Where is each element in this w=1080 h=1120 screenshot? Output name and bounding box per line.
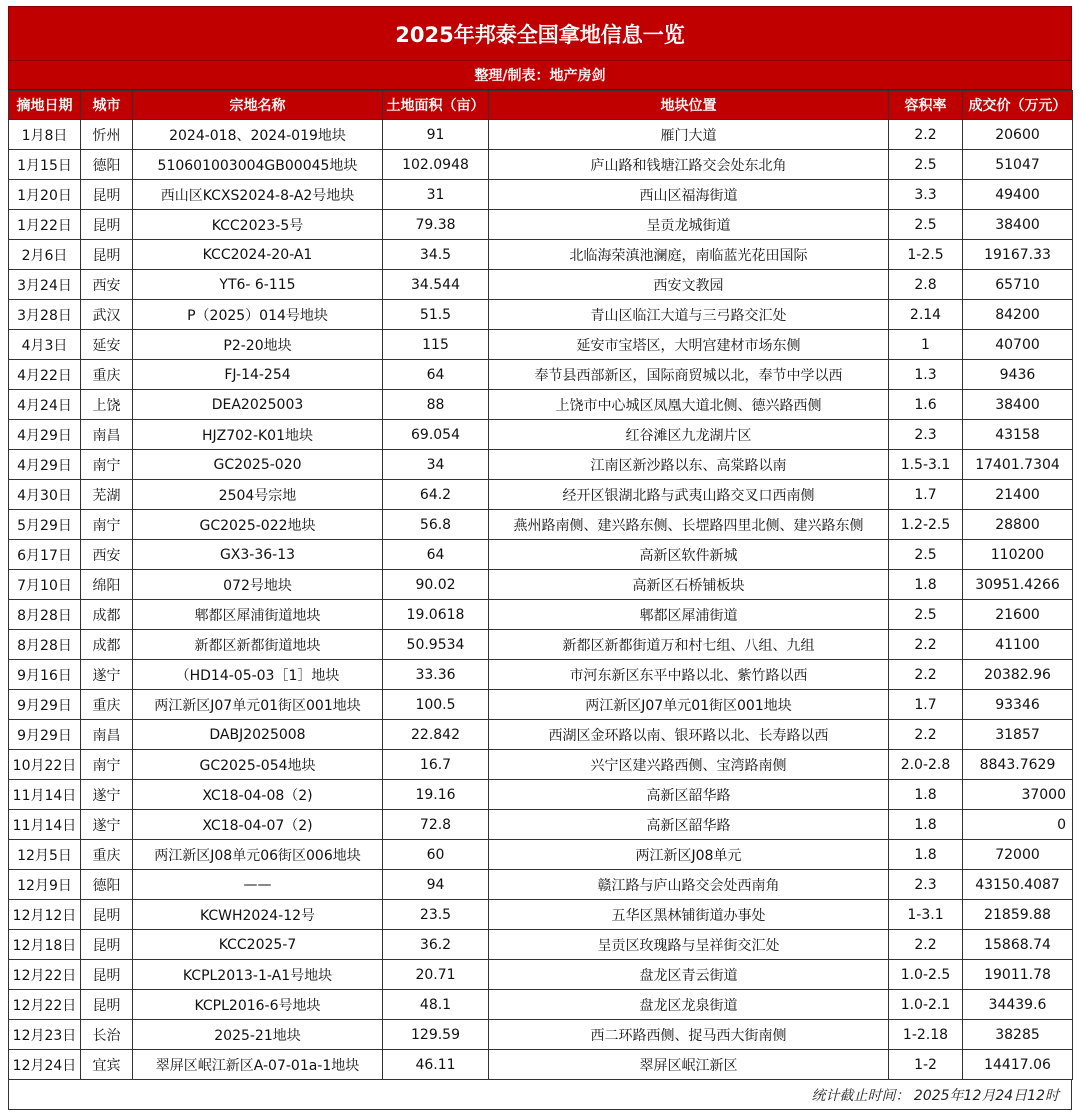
cell-parcel-name: 2024-018、2024-019地块 bbox=[133, 120, 383, 150]
cell-date: 1月8日 bbox=[9, 120, 81, 150]
cell-price: 0 bbox=[963, 810, 1073, 840]
cell-location: 郫都区犀浦街道 bbox=[489, 600, 889, 630]
table-row bbox=[9, 810, 1073, 840]
cell-plot-ratio: 2.2 bbox=[889, 120, 963, 150]
cell-date: 7月10日 bbox=[9, 570, 81, 600]
cell-price: 51047 bbox=[963, 150, 1073, 180]
cell-city: 重庆 bbox=[81, 360, 133, 390]
table-row bbox=[9, 840, 1073, 870]
cell-plot-ratio: 1.3 bbox=[889, 360, 963, 390]
cell-city: 西安 bbox=[81, 270, 133, 300]
header-land-area: 土地面积（亩） bbox=[383, 91, 489, 120]
cell-plot-ratio: 2.2 bbox=[889, 720, 963, 750]
table-row bbox=[9, 720, 1073, 750]
cell-location: 盘龙区青云街道 bbox=[489, 960, 889, 990]
cell-plot-ratio: 1-2.5 bbox=[889, 240, 963, 270]
cell-parcel-name: 郫都区犀浦街道地块 bbox=[133, 600, 383, 630]
cell-land-area: 51.5 bbox=[383, 300, 489, 330]
cell-date: 11月14日 bbox=[9, 780, 81, 810]
table-row bbox=[9, 150, 1073, 180]
cell-land-area: 34.544 bbox=[383, 270, 489, 300]
cell-parcel-name: 072号地块 bbox=[133, 570, 383, 600]
table-row bbox=[9, 330, 1073, 360]
land-acquisition-table bbox=[8, 90, 1073, 1080]
cell-date: 6月17日 bbox=[9, 540, 81, 570]
cell-land-area: 72.8 bbox=[383, 810, 489, 840]
table-row bbox=[9, 1020, 1073, 1050]
table-row bbox=[9, 690, 1073, 720]
cell-price: 93346 bbox=[963, 690, 1073, 720]
cell-city: 芜湖 bbox=[81, 480, 133, 510]
cell-price: 14417.06 bbox=[963, 1050, 1073, 1080]
cell-location: 赣江路与庐山路交会处西南角 bbox=[489, 870, 889, 900]
cell-city: 遂宁 bbox=[81, 810, 133, 840]
cell-location: 青山区临江大道与三弓路交汇处 bbox=[489, 300, 889, 330]
cell-city: 德阳 bbox=[81, 150, 133, 180]
cell-plot-ratio: 2.5 bbox=[889, 150, 963, 180]
cell-city: 重庆 bbox=[81, 690, 133, 720]
cell-land-area: 64 bbox=[383, 540, 489, 570]
table-row bbox=[9, 480, 1073, 510]
cell-price: 43150.4087 bbox=[963, 870, 1073, 900]
cell-location: 西山区福海街道 bbox=[489, 180, 889, 210]
cell-price: 28800 bbox=[963, 510, 1073, 540]
cell-plot-ratio: 2.5 bbox=[889, 600, 963, 630]
cell-parcel-name: DEA2025003 bbox=[133, 390, 383, 420]
cell-parcel-name: KCPL2013-1-A1号地块 bbox=[133, 960, 383, 990]
cell-city: 上饶 bbox=[81, 390, 133, 420]
cell-location: 雁门大道 bbox=[489, 120, 889, 150]
cell-price: 21400 bbox=[963, 480, 1073, 510]
cell-parcel-name: GC2025-022地块 bbox=[133, 510, 383, 540]
cell-parcel-name: 两江新区J08单元06街区006地块 bbox=[133, 840, 383, 870]
cell-price: 8843.7629 bbox=[963, 750, 1073, 780]
cell-city: 昆明 bbox=[81, 900, 133, 930]
cell-date: 4月3日 bbox=[9, 330, 81, 360]
cell-land-area: 90.02 bbox=[383, 570, 489, 600]
cell-plot-ratio: 1.6 bbox=[889, 390, 963, 420]
cell-parcel-name: 2025-21地块 bbox=[133, 1020, 383, 1050]
cell-plot-ratio: 1.2-2.5 bbox=[889, 510, 963, 540]
table-row bbox=[9, 270, 1073, 300]
cell-plot-ratio: 2.2 bbox=[889, 630, 963, 660]
cell-parcel-name: KCPL2016-6号地块 bbox=[133, 990, 383, 1020]
table-row bbox=[9, 360, 1073, 390]
table-row bbox=[9, 630, 1073, 660]
header-row bbox=[9, 91, 1073, 120]
cell-date: 12月24日 bbox=[9, 1050, 81, 1080]
cell-city: 成都 bbox=[81, 600, 133, 630]
cell-location: 翠屏区岷江新区 bbox=[489, 1050, 889, 1080]
cell-location: 兴宁区建兴路西侧、宝湾路南侧 bbox=[489, 750, 889, 780]
cell-date: 12月23日 bbox=[9, 1020, 81, 1050]
cell-location: 市河东新区东平中路以北、紫竹路以西 bbox=[489, 660, 889, 690]
cell-price: 38400 bbox=[963, 210, 1073, 240]
cell-city: 昆明 bbox=[81, 180, 133, 210]
cell-city: 延安 bbox=[81, 330, 133, 360]
table-row bbox=[9, 870, 1073, 900]
cell-date: 12月22日 bbox=[9, 960, 81, 990]
cell-location: 呈贡区玫瑰路与呈祥街交汇处 bbox=[489, 930, 889, 960]
cell-location: 高新区韶华路 bbox=[489, 780, 889, 810]
cell-location: 高新区韶华路 bbox=[489, 810, 889, 840]
cell-land-area: 16.7 bbox=[383, 750, 489, 780]
cell-city: 南昌 bbox=[81, 720, 133, 750]
cell-location: 红谷滩区九龙湖片区 bbox=[489, 420, 889, 450]
cell-city: 昆明 bbox=[81, 960, 133, 990]
cell-city: 德阳 bbox=[81, 870, 133, 900]
land-table-sheet bbox=[8, 6, 1072, 1110]
cell-city: 绵阳 bbox=[81, 570, 133, 600]
cell-city: 南宁 bbox=[81, 510, 133, 540]
table-row bbox=[9, 930, 1073, 960]
cell-land-area: 20.71 bbox=[383, 960, 489, 990]
cell-location: 两江新区J07单元01街区001地块 bbox=[489, 690, 889, 720]
table-row bbox=[9, 300, 1073, 330]
cell-city: 昆明 bbox=[81, 210, 133, 240]
table-row bbox=[9, 660, 1073, 690]
cell-city: 昆明 bbox=[81, 930, 133, 960]
cell-land-area: 31 bbox=[383, 180, 489, 210]
cell-land-area: 19.16 bbox=[383, 780, 489, 810]
cell-price: 37000 bbox=[963, 780, 1073, 810]
header-date: 摘地日期 bbox=[9, 91, 81, 120]
cell-price: 110200 bbox=[963, 540, 1073, 570]
cell-date: 12月9日 bbox=[9, 870, 81, 900]
cell-plot-ratio: 1.8 bbox=[889, 840, 963, 870]
cell-plot-ratio: 1-2.18 bbox=[889, 1020, 963, 1050]
cell-date: 9月16日 bbox=[9, 660, 81, 690]
cell-parcel-name: —— bbox=[133, 870, 383, 900]
cell-location: 高新区石桥铺板块 bbox=[489, 570, 889, 600]
cell-parcel-name: 510601003004GB00045地块 bbox=[133, 150, 383, 180]
cell-parcel-name: GC2025-054地块 bbox=[133, 750, 383, 780]
cell-plot-ratio: 1.7 bbox=[889, 690, 963, 720]
cell-land-area: 64 bbox=[383, 360, 489, 390]
cell-plot-ratio: 2.0-2.8 bbox=[889, 750, 963, 780]
cell-price: 72000 bbox=[963, 840, 1073, 870]
cell-plot-ratio: 2.3 bbox=[889, 870, 963, 900]
cell-city: 昆明 bbox=[81, 240, 133, 270]
cell-location: 呈贡龙城街道 bbox=[489, 210, 889, 240]
cell-date: 1月15日 bbox=[9, 150, 81, 180]
header-parcel-name: 宗地名称 bbox=[133, 91, 383, 120]
table-row bbox=[9, 390, 1073, 420]
cell-location: 两江新区J08单元 bbox=[489, 840, 889, 870]
cell-parcel-name: YT6- 6-115 bbox=[133, 270, 383, 300]
cell-price: 84200 bbox=[963, 300, 1073, 330]
cell-land-area: 56.8 bbox=[383, 510, 489, 540]
cell-land-area: 34 bbox=[383, 450, 489, 480]
cell-land-area: 115 bbox=[383, 330, 489, 360]
cell-city: 忻州 bbox=[81, 120, 133, 150]
cell-plot-ratio: 2.2 bbox=[889, 930, 963, 960]
cell-plot-ratio: 1.0-2.5 bbox=[889, 960, 963, 990]
cell-land-area: 69.054 bbox=[383, 420, 489, 450]
header-location: 地块位置 bbox=[489, 91, 889, 120]
cell-city: 宜宾 bbox=[81, 1050, 133, 1080]
cell-date: 12月18日 bbox=[9, 930, 81, 960]
table-row bbox=[9, 1050, 1073, 1080]
cell-location: 经开区银湖北路与武夷山路交叉口西南侧 bbox=[489, 480, 889, 510]
cell-date: 12月12日 bbox=[9, 900, 81, 930]
cell-plot-ratio: 1.8 bbox=[889, 570, 963, 600]
cell-date: 3月28日 bbox=[9, 300, 81, 330]
cell-location: 西安文教园 bbox=[489, 270, 889, 300]
cell-land-area: 48.1 bbox=[383, 990, 489, 1020]
cell-land-area: 64.2 bbox=[383, 480, 489, 510]
cell-date: 10月22日 bbox=[9, 750, 81, 780]
cell-price: 38285 bbox=[963, 1020, 1073, 1050]
header-city: 城市 bbox=[81, 91, 133, 120]
cell-date: 8月28日 bbox=[9, 600, 81, 630]
cell-date: 1月20日 bbox=[9, 180, 81, 210]
cell-date: 12月22日 bbox=[9, 990, 81, 1020]
cell-land-area: 46.11 bbox=[383, 1050, 489, 1080]
cell-parcel-name: 2504号宗地 bbox=[133, 480, 383, 510]
cell-price: 19011.78 bbox=[963, 960, 1073, 990]
cell-date: 4月29日 bbox=[9, 450, 81, 480]
cell-land-area: 34.5 bbox=[383, 240, 489, 270]
cell-parcel-name: XC18-04-07（2) bbox=[133, 810, 383, 840]
cell-date: 4月29日 bbox=[9, 420, 81, 450]
cell-land-area: 60 bbox=[383, 840, 489, 870]
cell-city: 成都 bbox=[81, 630, 133, 660]
cell-plot-ratio: 1 bbox=[889, 330, 963, 360]
cell-parcel-name: HJZ702-K01地块 bbox=[133, 420, 383, 450]
cell-plot-ratio: 1-3.1 bbox=[889, 900, 963, 930]
cell-price: 38400 bbox=[963, 390, 1073, 420]
cell-location: 高新区软件新城 bbox=[489, 540, 889, 570]
cell-price: 9436 bbox=[963, 360, 1073, 390]
cell-parcel-name: GX3-36-13 bbox=[133, 540, 383, 570]
cell-parcel-name: P2-20地块 bbox=[133, 330, 383, 360]
cell-price: 43158 bbox=[963, 420, 1073, 450]
cell-city: 重庆 bbox=[81, 840, 133, 870]
table-row bbox=[9, 540, 1073, 570]
cell-parcel-name: XC18-04-08（2) bbox=[133, 780, 383, 810]
cell-parcel-name: 新都区新都街道地块 bbox=[133, 630, 383, 660]
cell-price: 15868.74 bbox=[963, 930, 1073, 960]
cell-parcel-name: 翠屏区岷江新区A-07-01a-1地块 bbox=[133, 1050, 383, 1080]
cell-date: 2月6日 bbox=[9, 240, 81, 270]
cell-parcel-name: 西山区KCXS2024-8-A2号地块 bbox=[133, 180, 383, 210]
table-row bbox=[9, 750, 1073, 780]
cell-plot-ratio: 2.5 bbox=[889, 210, 963, 240]
cell-price: 20382.96 bbox=[963, 660, 1073, 690]
table-row bbox=[9, 510, 1073, 540]
cell-city: 武汉 bbox=[81, 300, 133, 330]
cell-location: 江南区新沙路以东、高棠路以南 bbox=[489, 450, 889, 480]
cell-date: 5月29日 bbox=[9, 510, 81, 540]
cell-land-area: 88 bbox=[383, 390, 489, 420]
cell-city: 遂宁 bbox=[81, 660, 133, 690]
cell-date: 4月30日 bbox=[9, 480, 81, 510]
cell-price: 40700 bbox=[963, 330, 1073, 360]
cell-location: 延安市宝塔区，大明宫建材市场东侧 bbox=[489, 330, 889, 360]
cell-land-area: 22.842 bbox=[383, 720, 489, 750]
cell-price: 65710 bbox=[963, 270, 1073, 300]
cell-city: 西安 bbox=[81, 540, 133, 570]
cell-plot-ratio: 1-2 bbox=[889, 1050, 963, 1080]
cell-city: 遂宁 bbox=[81, 780, 133, 810]
cell-price: 17401.7304 bbox=[963, 450, 1073, 480]
table-row bbox=[9, 990, 1073, 1020]
cell-price: 49400 bbox=[963, 180, 1073, 210]
table-row bbox=[9, 780, 1073, 810]
cell-date: 4月24日 bbox=[9, 390, 81, 420]
cell-parcel-name: P（2025）014号地块 bbox=[133, 300, 383, 330]
cell-plot-ratio: 1.7 bbox=[889, 480, 963, 510]
header-plot-ratio: 容积率 bbox=[889, 91, 963, 120]
cell-location: 上饶市中心城区凤凰大道北侧、德兴路西侧 bbox=[489, 390, 889, 420]
cell-date: 12月5日 bbox=[9, 840, 81, 870]
cell-land-area: 102.0948 bbox=[383, 150, 489, 180]
table-row bbox=[9, 420, 1073, 450]
cell-location: 北临海荣滇池澜庭，南临蓝光花田国际 bbox=[489, 240, 889, 270]
cell-price: 30951.4266 bbox=[963, 570, 1073, 600]
cell-land-area: 94 bbox=[383, 870, 489, 900]
table-title: 2025年邦泰全国拿地信息一览 bbox=[8, 6, 1072, 61]
cell-date: 4月22日 bbox=[9, 360, 81, 390]
table-row bbox=[9, 570, 1073, 600]
cell-city: 南昌 bbox=[81, 420, 133, 450]
cell-parcel-name: KCC2024-20-A1 bbox=[133, 240, 383, 270]
cell-city: 昆明 bbox=[81, 990, 133, 1020]
cell-plot-ratio: 1.5-3.1 bbox=[889, 450, 963, 480]
table-subtitle: 整理/制表：地产房剑 bbox=[8, 61, 1072, 90]
cell-parcel-name: KCWH2024-12号 bbox=[133, 900, 383, 930]
table-row bbox=[9, 240, 1073, 270]
cell-land-area: 33.36 bbox=[383, 660, 489, 690]
cell-city: 南宁 bbox=[81, 450, 133, 480]
cell-date: 9月29日 bbox=[9, 720, 81, 750]
cell-parcel-name: KCC2023-5号 bbox=[133, 210, 383, 240]
cell-land-area: 19.0618 bbox=[383, 600, 489, 630]
cell-land-area: 91 bbox=[383, 120, 489, 150]
cell-location: 燕州路南侧、建兴路东侧、长堽路四里北侧、建兴路东侧 bbox=[489, 510, 889, 540]
cell-date: 11月14日 bbox=[9, 810, 81, 840]
cell-plot-ratio: 1.0-2.1 bbox=[889, 990, 963, 1020]
cell-price: 21600 bbox=[963, 600, 1073, 630]
header-price: 成交价（万元） bbox=[963, 91, 1073, 120]
cell-parcel-name: （HD14-05-03［1］地块 bbox=[133, 660, 383, 690]
cell-land-area: 36.2 bbox=[383, 930, 489, 960]
cell-price: 34439.6 bbox=[963, 990, 1073, 1020]
cell-plot-ratio: 3.3 bbox=[889, 180, 963, 210]
table-body bbox=[9, 120, 1073, 1080]
cell-plot-ratio: 2.14 bbox=[889, 300, 963, 330]
cell-location: 盘龙区龙泉街道 bbox=[489, 990, 889, 1020]
table-row bbox=[9, 900, 1073, 930]
cutoff-time-note: 统计截止时间： 2025年12月24日12时 bbox=[8, 1080, 1072, 1110]
cell-land-area: 100.5 bbox=[383, 690, 489, 720]
cell-plot-ratio: 2.8 bbox=[889, 270, 963, 300]
cell-parcel-name: 两江新区J07单元01街区001地块 bbox=[133, 690, 383, 720]
cell-location: 西二环路西侧、捉马西大街南侧 bbox=[489, 1020, 889, 1050]
cell-plot-ratio: 1.8 bbox=[889, 810, 963, 840]
cell-plot-ratio: 2.5 bbox=[889, 540, 963, 570]
cell-price: 21859.88 bbox=[963, 900, 1073, 930]
cell-parcel-name: KCC2025-7 bbox=[133, 930, 383, 960]
table-row bbox=[9, 450, 1073, 480]
cell-city: 南宁 bbox=[81, 750, 133, 780]
cell-plot-ratio: 2.3 bbox=[889, 420, 963, 450]
cell-date: 8月28日 bbox=[9, 630, 81, 660]
cell-land-area: 50.9534 bbox=[383, 630, 489, 660]
cell-date: 9月29日 bbox=[9, 690, 81, 720]
cell-plot-ratio: 1.8 bbox=[889, 780, 963, 810]
cell-price: 41100 bbox=[963, 630, 1073, 660]
cell-parcel-name: GC2025-020 bbox=[133, 450, 383, 480]
cell-city: 长治 bbox=[81, 1020, 133, 1050]
cell-land-area: 23.5 bbox=[383, 900, 489, 930]
cell-land-area: 129.59 bbox=[383, 1020, 489, 1050]
cell-location: 奉节县西部新区，国际商贸城以北，奉节中学以西 bbox=[489, 360, 889, 390]
cell-parcel-name: DABJ2025008 bbox=[133, 720, 383, 750]
cell-plot-ratio: 2.2 bbox=[889, 660, 963, 690]
cell-price: 20600 bbox=[963, 120, 1073, 150]
cell-price: 31857 bbox=[963, 720, 1073, 750]
cell-location: 庐山路和钱塘江路交会处东北角 bbox=[489, 150, 889, 180]
cell-location: 新都区新都街道万和村七组、八组、九组 bbox=[489, 630, 889, 660]
table-row bbox=[9, 210, 1073, 240]
cell-parcel-name: FJ-14-254 bbox=[133, 360, 383, 390]
table-row bbox=[9, 960, 1073, 990]
cell-location: 五华区黑林铺街道办事处 bbox=[489, 900, 889, 930]
table-row bbox=[9, 120, 1073, 150]
cell-land-area: 79.38 bbox=[383, 210, 489, 240]
cell-price: 19167.33 bbox=[963, 240, 1073, 270]
cell-date: 3月24日 bbox=[9, 270, 81, 300]
cell-location: 西湖区金环路以南、银环路以北、长寿路以西 bbox=[489, 720, 889, 750]
cell-date: 1月22日 bbox=[9, 210, 81, 240]
table-row bbox=[9, 180, 1073, 210]
table-row bbox=[9, 600, 1073, 630]
